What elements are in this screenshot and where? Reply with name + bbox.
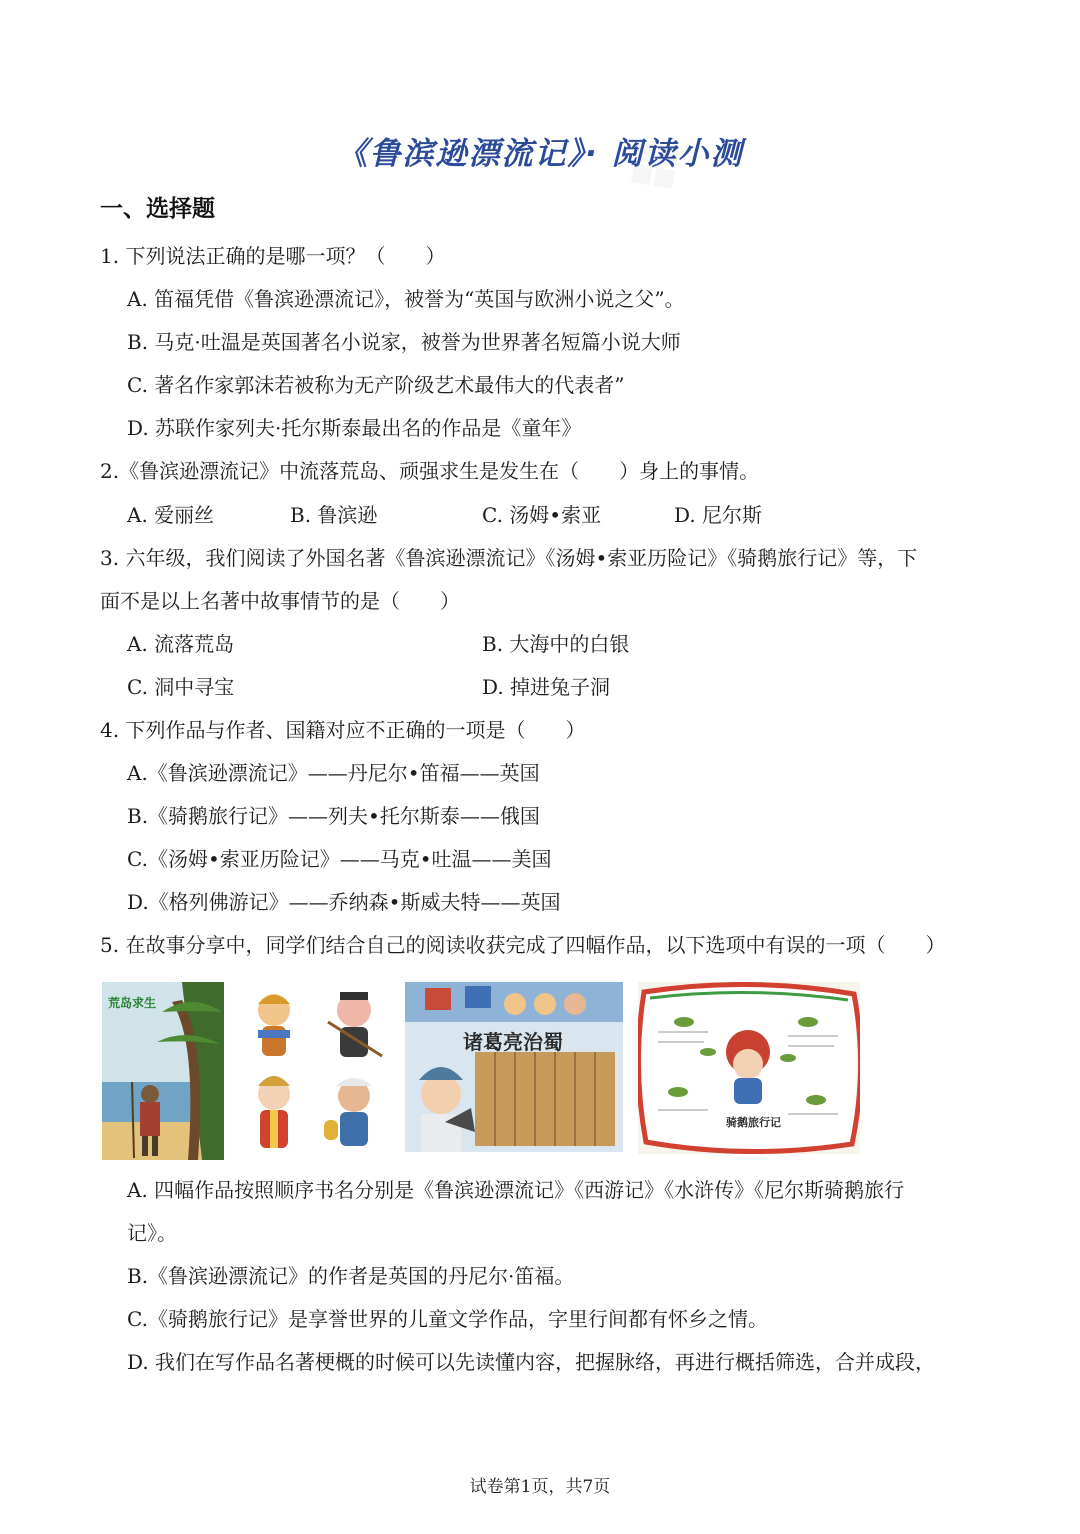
image-1-caption: 荒岛求生 [108,996,157,1010]
question-2-option-a: A. 爱丽丝 [127,503,215,527]
question-4-option-c: C.《汤姆•索亚历险记》——马克•吐温——美国 [127,847,552,871]
question-5-stem: 5. 在故事分享中，同学们结合自己的阅读收获完成了四幅作品，以下选项中有误的一项（ ） [100,933,946,957]
question-3-stem-cont: 面不是以上名著中故事情节的是（ ） [100,589,460,613]
question-3-option-a: A. 流落荒岛 [127,632,235,656]
question-5-option-a: A. 四幅作品按照顺序书名分别是《鲁滨逊漂流记》《西游记》《水浒传》《尼尔斯骑鹅旅行 [127,1178,905,1202]
page-footer: 试卷第1页，共7页 [469,1477,611,1497]
question-1-option-b: B. 马克·吐温是英国著名小说家，被誉为世界著名短篇小说大师 [127,330,681,354]
question-1-option-d: D. 苏联作家列夫·托尔斯泰最出名的作品是《童年》 [127,416,582,440]
image-zhuge-liang [405,982,623,1152]
question-1-option-c: C. 著名作家郭沫若被称为无产阶级艺术最伟大的代表者” [127,373,625,397]
image-4-caption: 骑鹅旅行记 [726,1116,781,1129]
question-3-option-b: B. 大海中的白银 [482,632,630,656]
question-2-option-d: D. 尼尔斯 [674,503,763,527]
question-3-stem: 3. 六年级，我们阅读了外国名著《鲁滨逊漂流记》《汤姆•索亚历险记》《骑鹅旅行记》等，下 [100,546,918,570]
question-5-images [100,982,860,1162]
question-3-option-d: D. 掉进兔子洞 [482,675,611,699]
question-4-option-a: A.《鲁滨逊漂流记》——丹尼尔•笛福——英国 [127,761,540,785]
page-title: 《鲁滨逊漂流记》· 阅读小测 [336,136,744,172]
question-5-option-a-cont: 记》。 [127,1221,177,1245]
image-robinson-island [102,982,224,1160]
question-1-option-a: A. 笛福凭借《鲁滨逊漂流记》，被誉为“英国与欧洲小说之父”。 [127,287,685,311]
section-heading: 一、选择题 [100,196,215,222]
question-1-stem: 1. 下列说法正确的是哪一项？（ ） [100,244,446,268]
question-4-stem: 4. 下列作品与作者、国籍对应不正确的一项是（ ） [100,718,586,742]
image-nils-mindmap [638,982,860,1154]
image-journey-west-characters [236,982,396,1160]
question-3-option-c: C. 洞中寻宝 [127,675,235,699]
image-3-caption: 诸葛亮治蜀 [463,1030,563,1054]
question-4-option-b: B.《骑鹅旅行记》——列夫•托尔斯泰——俄国 [127,804,540,828]
question-2-stem: 2.《鲁滨逊漂流记》中流落荒岛、顽强求生是发生在（ ）身上的事情。 [100,459,760,483]
question-2-option-b: B. 鲁滨逊 [290,503,378,527]
question-5-option-d: D. 我们在写作品名著梗概的时候可以先读懂内容，把握脉络，再进行概括筛选，合并成段， [127,1350,936,1374]
question-5-option-b: B.《鲁滨逊漂流记》的作者是英国的丹尼尔·笛福。 [127,1264,575,1288]
question-4-option-d: D.《格列佛游记》——乔纳森•斯威夫特——英国 [127,890,561,914]
question-5-option-c: C.《骑鹅旅行记》是享誉世界的儿童文学作品，字里行间都有怀乡之情。 [127,1307,768,1331]
question-2-option-c: C. 汤姆•索亚 [482,503,602,527]
